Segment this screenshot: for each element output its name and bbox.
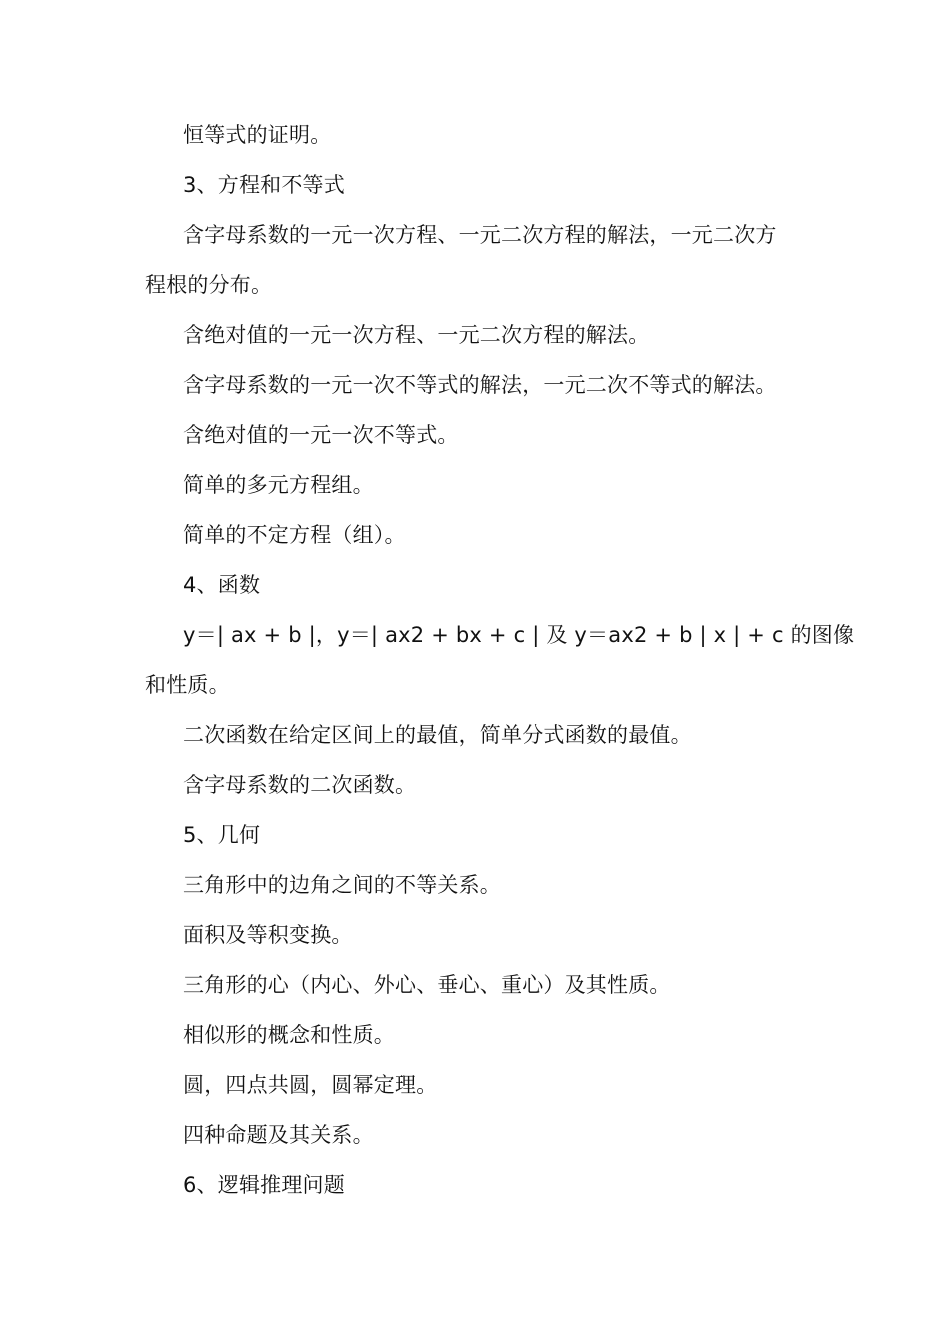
paragraph-literal-equations: 含字母系数的一元一次方程、一元二次方程的解法，一元二次方	[183, 223, 777, 247]
paragraph-triangle-inequalities: 三角形中的边角之间的不等关系。	[183, 873, 501, 897]
paragraph-function-graphs-cont: 和性质。	[145, 673, 230, 697]
section-heading-equations: 3、方程和不等式	[183, 173, 345, 197]
paragraph-four-propositions: 四种命题及其关系。	[183, 1123, 374, 1147]
paragraph-triangle-centers: 三角形的心（内心、外心、垂心、重心）及其性质。	[183, 973, 671, 997]
paragraph-absolute-equations: 含绝对值的一元一次方程、一元二次方程的解法。	[183, 323, 650, 347]
paragraph-area-transform: 面积及等积变换。	[183, 923, 353, 947]
paragraph-indefinite-equations: 简单的不定方程（组）。	[183, 523, 406, 547]
paragraph-quadratic-extrema: 二次函数在给定区间上的最值，简单分式函数的最值。	[183, 723, 692, 747]
paragraph-circles: 圆，四点共圆，圆幂定理。	[183, 1073, 438, 1097]
paragraph-literal-quadratic: 含字母系数的二次函数。	[183, 773, 417, 797]
paragraph-identity-proof: 恒等式的证明。	[183, 123, 332, 147]
paragraph-literal-equations-cont: 程根的分布。	[145, 273, 273, 297]
paragraph-similar-figures: 相似形的概念和性质。	[183, 1023, 395, 1047]
section-heading-geometry: 5、几何	[183, 823, 261, 847]
paragraph-systems: 简单的多元方程组。	[183, 473, 374, 497]
section-heading-functions: 4、函数	[183, 573, 261, 597]
paragraph-literal-inequalities: 含字母系数的一元一次不等式的解法，一元二次不等式的解法。	[183, 373, 777, 397]
paragraph-function-graphs: y＝| ax + b |，y＝| ax2 + bx + c | 及 y＝ax2 + b | x | + c 的图像	[183, 623, 855, 647]
section-heading-logic: 6、逻辑推理问题	[183, 1173, 345, 1197]
paragraph-absolute-inequalities: 含绝对值的一元一次不等式。	[183, 423, 459, 447]
